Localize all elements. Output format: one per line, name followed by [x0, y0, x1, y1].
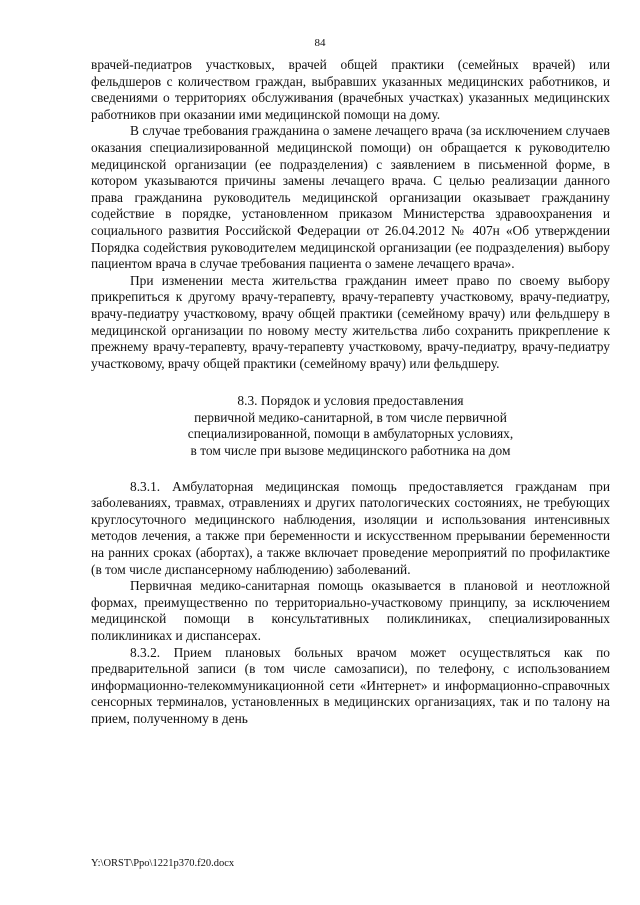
- footer-file-path: Y:\ORST\Ppo\1221p370.f20.docx: [91, 858, 235, 869]
- page-number: 84: [314, 37, 326, 49]
- section-heading-line: специализированной, помощи в амбулаторных условиях,: [187, 426, 514, 442]
- paragraph-8-3-2: 8.3.2. Прием плановых больных врачом может осуществляться как по предварительной записи (в том числе самозаписи), по телефону, с использованием информационно-телекоммуникационной сети «Интернет» и информационно-справочных сенсорных терминалов, установленных в медицинских организациях, так и по талону на прием, полученному в день: [91, 644, 610, 726]
- paragraph-8-3-1: 8.3.1. Амбулаторная медицинская помощь предоставляется гражданам при заболеваниях, травмах, отравлениях и других патологических состояниях, не требующих круглосуточного медицинского наблюдения, изоляции и использования интенсивных методов лечения, а также при беременности и искусственном прерывании беременности на ранних сроках (абортах), а также включает проведение мероприятий по профилактике (в том числе диспансерному наблюдению) заболеваний.: [91, 478, 610, 577]
- section-heading-8-3: [91, 393, 610, 459]
- section-heading-line: первичной медико-санитарной, в том числе первичной: [194, 409, 507, 425]
- paragraph-continuation: врачей-педиатров участковых, врачей общей практики (семейных врачей) или фельдшеров с количеством граждан, выбравших указанных медицинских работников, и сведениями о территориях обслуживания (врачебных участках) указанных медицинских работников при оказании ими медицинской помощи на дому.: [91, 57, 610, 122]
- section-heading-line: 8.3. Порядок и условия предоставления: [237, 393, 464, 409]
- paragraph-change-residence: При изменении места жительства гражданин имеет право по своему выбору прикрепиться к другому врачу-терапевту, врачу-терапевту участковому, врачу-педиатру, врачу-педиатру участковому, врачу общей практики (семейному врачу) или фельдшеру в медицинской организации по новому месту жительства либо сохранить прикрепление к прежнему врачу-терапевту, врачу-терапевту участковому, врачу-педиатру, врачу-педиатру участковому, врачу общей практики (семейному врачу) или фельдшеру.: [91, 272, 610, 371]
- paragraph-doctor-replacement: В случае требования гражданина о замене лечащего врача (за исключением случаев оказания специализированной медицинской помощи) он обращается к руководителю медицинской организации (ее подразделения) с заявлением в письменной форме, в котором указываются причины замены лечащего врача. С целью реализации данного права гражданина руководитель медицинской организации оказывает гражданину содействие в порядке, установленном приказом Министерства здравоохранения и социального развития Российской Федерации от 26.04.2012 № 407н «Об утверждении Порядка содействия руководителем медицинской организации (ее подразделения) выбору пациентом врача в случае требования пациента о замене лечащего врача».: [91, 123, 610, 272]
- section-heading-line: в том числе при вызове медицинского работника на дом: [190, 443, 511, 459]
- paragraph-primary-care-forms: Первичная медико-санитарная помощь оказывается в плановой и неотложной формах, преимущественно по территориально-участковому принципу, за исключением медицинской помощи в консультативных поликлиниках, специализированных поликлиниках и диспансерах.: [91, 578, 610, 643]
- document-body: [91, 57, 610, 728]
